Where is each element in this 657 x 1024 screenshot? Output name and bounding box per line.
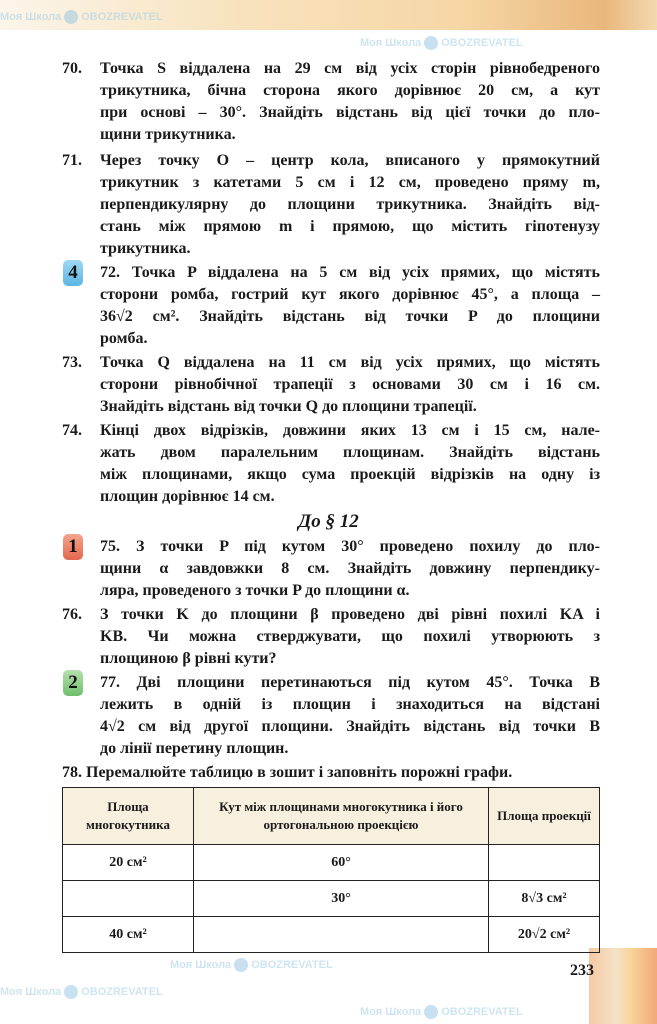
text-line: Точка S віддалена на 29 см від усіх сторін рівнобедреного — [100, 60, 600, 77]
watermark: Моя Школа OBOZREVATEL — [360, 1006, 523, 1018]
text-line — [100, 536, 600, 558]
text-line: стань між прямою m і прямою, що містить гіпотенузу — [100, 218, 600, 235]
text-line: при основі – 30°. Знайдіть відстань від цієї точки до пло- — [100, 104, 600, 121]
text-line: щини α завдовжки 8 см. Знайдіть довжину перпендику- — [100, 560, 600, 577]
text-line: Кінці двох відрізків, довжини яких 13 см і 15 см, нале- — [100, 422, 600, 439]
problem-text — [62, 762, 600, 784]
difficulty-badge-level-4: 4 — [63, 260, 83, 286]
exercise-table — [62, 787, 600, 953]
table-row — [63, 845, 600, 881]
watermark: Моя Школа OBOZREVATEL — [0, 986, 163, 998]
problem-text — [100, 150, 600, 260]
problem-70 — [62, 58, 600, 146]
text-line: Знайдіть відстань від точки Q до площини трапеції. — [100, 398, 477, 415]
table-cell — [194, 917, 489, 953]
text-line: ляра, проведеного з точки P до площини α. — [100, 582, 410, 599]
table-cell — [489, 845, 600, 881]
text-line: до лінії перетину площин. — [100, 740, 289, 757]
text-line: 36√2 см². Знайдіть відстань від точки P до площини — [100, 308, 600, 325]
problem-number: 72. — [100, 264, 120, 281]
difficulty-badge-level-2: 2 — [63, 670, 83, 696]
problem-72 — [100, 262, 600, 350]
problem-71 — [62, 150, 600, 260]
text-line — [62, 762, 600, 784]
text-segment: Точка P віддалена на 5 см від усіх прямих, що містять — [131, 264, 600, 281]
problem-text — [100, 604, 600, 670]
obozrevatel-logo-icon — [64, 10, 78, 24]
table-cell — [63, 881, 194, 917]
problem-text — [100, 262, 600, 350]
text-line: сторони ромба, гострий кут якого дорівнює 45°, а площа – — [100, 286, 600, 303]
table-row — [63, 917, 600, 953]
obozrevatel-logo-icon — [424, 36, 438, 50]
table-cell: 20 см² — [63, 845, 194, 881]
problem-number: 74. — [62, 422, 82, 439]
text-segment: Перемалюйте таблицю в зошит і заповніть порожні графи. — [86, 764, 513, 781]
problem-text — [100, 536, 600, 602]
section-title: До § 12 — [298, 511, 359, 532]
problem-74 — [62, 420, 600, 508]
text-line: сторони рівнобічної трапеції з основами 30 см і 16 см. — [100, 376, 600, 393]
text-line: щини трикутника. — [100, 126, 236, 143]
table-header-row — [63, 788, 600, 845]
watermark: Моя Школа OBOZREVATEL — [170, 959, 333, 971]
page-number: 233 — [570, 962, 594, 979]
table-cell: 40 см² — [63, 917, 194, 953]
obozrevatel-logo-icon — [64, 985, 78, 999]
text-line: між площинами, якщо сума проекцій відрізків на одну із — [100, 466, 600, 483]
text-line: перпендикулярну до площини трикутника. Знайдіть від- — [100, 196, 600, 213]
problem-73 — [62, 352, 600, 418]
problem-number: 76. — [62, 606, 82, 623]
problem-78 — [62, 762, 600, 784]
text-line: Через точку O – центр кола, вписаного у прямокутний — [100, 152, 600, 169]
problem-number: 77. — [100, 674, 120, 691]
problem-text — [100, 672, 600, 760]
obozrevatel-logo-icon — [234, 958, 248, 972]
problem-75 — [100, 536, 600, 602]
problem-number: 73. — [62, 354, 82, 371]
text-line: Точка Q віддалена на 11 см від усіх прямих, що містять — [100, 354, 600, 371]
text-line: лежить в одній із площин і знаходиться на відстані — [100, 696, 600, 713]
problem-text — [100, 58, 600, 146]
problem-number: 75. — [100, 538, 120, 555]
problem-text — [100, 420, 600, 508]
watermark: Моя Школа OBOZREVATEL — [360, 37, 523, 49]
text-line: трикутника. — [100, 240, 191, 257]
watermark: Моя Школа OBOZREVATEL — [0, 11, 163, 23]
text-segment: З точки P під кутом 30° проведено похилу до пло- — [136, 538, 601, 555]
table-cell: 20√2 см² — [489, 917, 600, 953]
text-line: площин дорівнює 14 см. — [100, 488, 275, 505]
table-header: Площа многокутника — [63, 788, 194, 845]
problem-76 — [62, 604, 600, 670]
problem-number: 70. — [62, 60, 82, 77]
table-cell: 8√3 см² — [489, 881, 600, 917]
text-line — [100, 672, 600, 694]
text-segment: Дві площини перетинаються під кутом 45°. Точка B — [136, 674, 601, 691]
text-line: 4√2 см від другої площини. Знайдіть відстань від точки B — [100, 718, 600, 735]
text-line: площиною β рівні кути? — [100, 650, 277, 667]
text-line: трикутника, бічна сторона якого дорівнює 20 см, а кут — [100, 82, 600, 99]
problem-77 — [100, 672, 600, 760]
table-cell: 60° — [194, 845, 489, 881]
text-line: жать двом паралельним площинам. Знайдіть відстань — [100, 444, 600, 461]
text-line: трикутник з катетами 5 см і 12 см, проведено пряму m, — [100, 174, 600, 191]
text-line: ромба. — [100, 330, 148, 347]
text-line — [100, 262, 600, 284]
corner-decoration — [589, 948, 657, 1024]
problem-text — [100, 352, 600, 418]
table-cell: 30° — [194, 881, 489, 917]
table-header: Кут між площинами многокутника і його ортогональною проекцією — [194, 788, 489, 845]
difficulty-badge-level-1: 1 — [63, 534, 83, 560]
obozrevatel-logo-icon — [424, 1005, 438, 1019]
table-row — [63, 881, 600, 917]
problem-number: 71. — [62, 152, 82, 169]
text-line: KB. Чи можна стверджувати, що похилі утворюють з — [100, 628, 600, 645]
table-header: Площа проекції — [489, 788, 600, 845]
problem-number: 78. — [62, 764, 82, 781]
text-line: З точки K до площини β проведено дві рівні похилі KA і — [100, 606, 600, 623]
